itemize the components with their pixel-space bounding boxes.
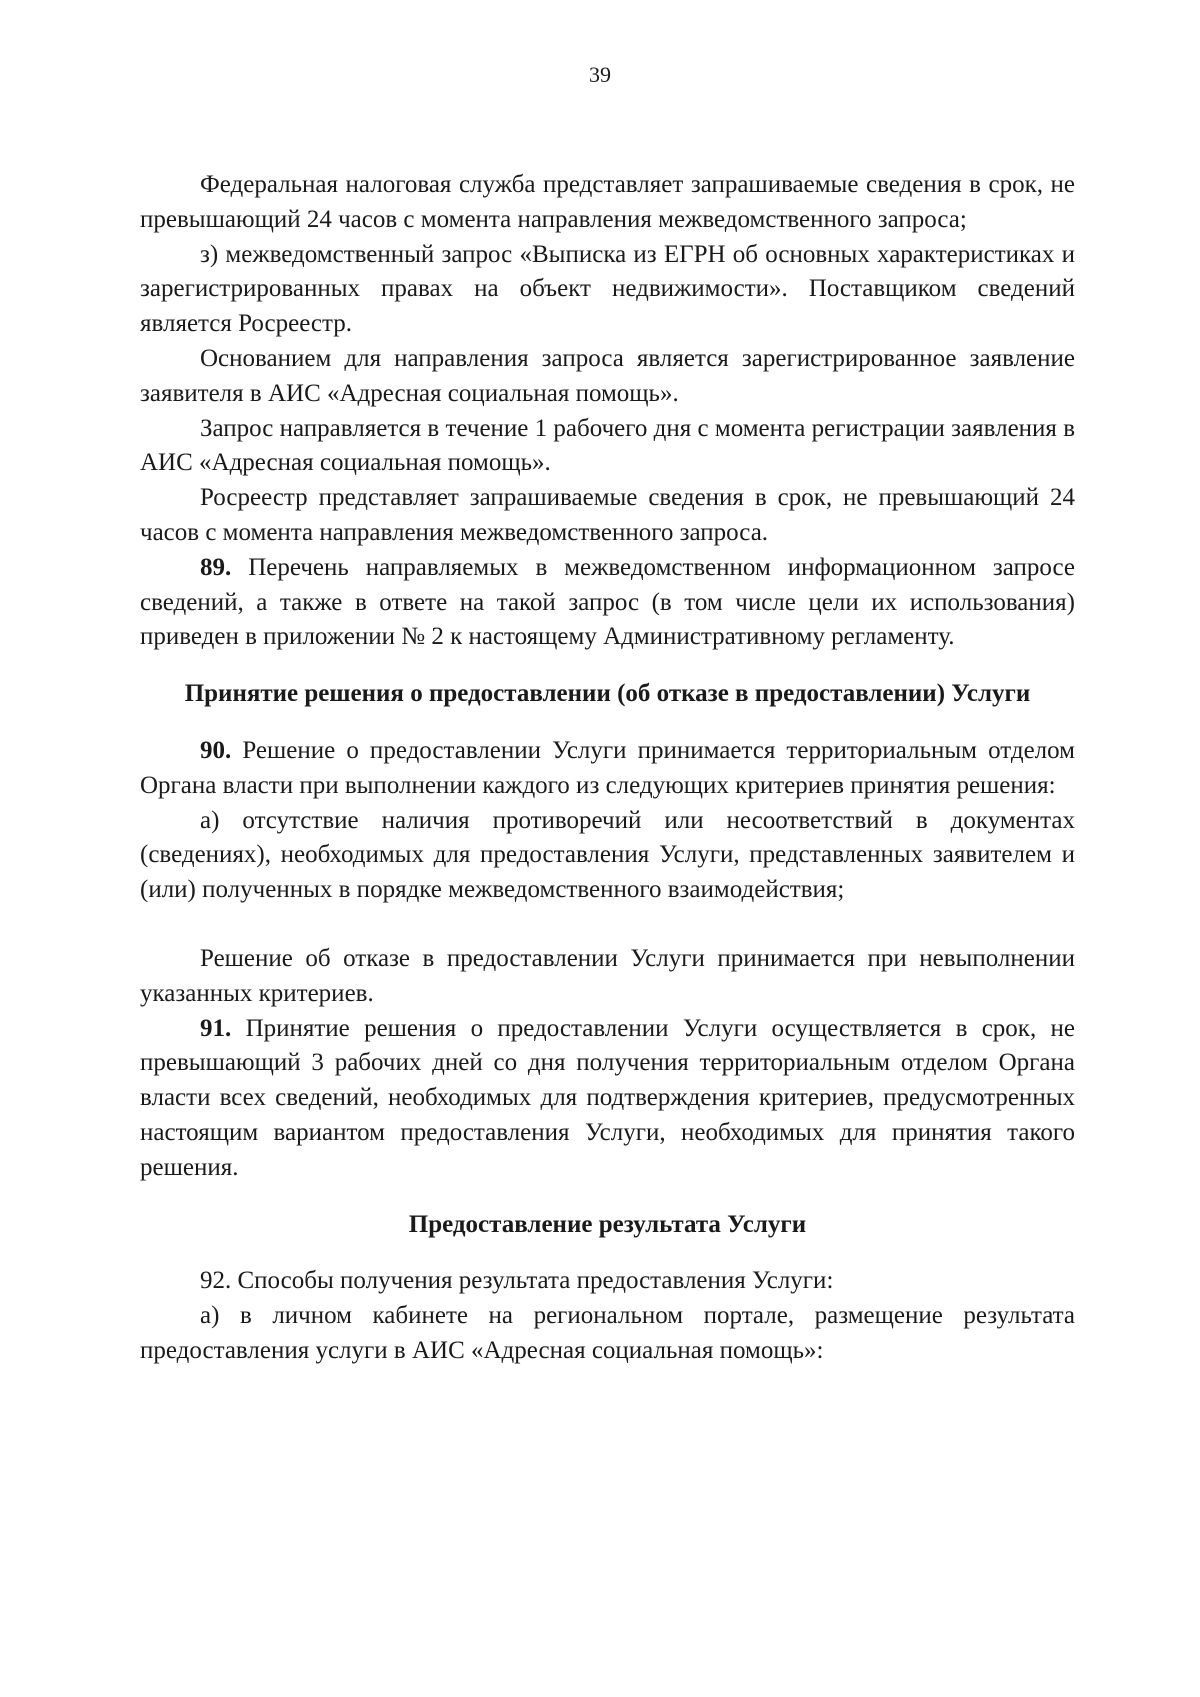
paragraph-request-basis: Основанием для направления запроса является зарегистрированное заявление заявителя в АИС «Адресная социальная помощь». <box>140 344 1075 407</box>
item-91 <box>140 1012 1075 1186</box>
item-90-text: Решение о предоставлении Услуги принимается территориальным отделом Органа власти при выполнении каждого из следующих критериев принятия решения: <box>140 736 1075 799</box>
paragraph-refusal: Решение об отказе в предоставлении Услуги принимается при невыполнении указанных критериев. <box>140 944 1075 1007</box>
item-92-number: 92. <box>200 1267 232 1295</box>
document-body <box>140 168 1075 1369</box>
item-92-a: а) в личном кабинете на региональном портале, размещение результата предоставления услуги в АИС «Адресная социальная помощь»: <box>140 1302 1075 1364</box>
paragraph-request-z: з) межведомственный запрос «Выписка из ЕГРН об основных характеристиках и зарегистрированных правах на объект недвижимости». Поставщиком сведений является Росреестр. <box>140 240 1075 338</box>
page-number: 39 <box>589 62 611 87</box>
item-89-text: Перечень направляемых в межведомственном информационном запросе сведений, а также в ответе на такой запрос (в том числе цели их использования) приведен в приложении № 2 к настоящему Административному регламенту. <box>140 553 1075 651</box>
item-90-a: а) отсутствие наличия противоречий или несоответствий в документах (сведениях), необходимых для предоставления Услуги, представленных заявителем и (или) полученных в порядке межведомственного взаимодействия; <box>140 806 1075 904</box>
item-91-number: 91. <box>200 1014 232 1042</box>
paragraph-request-timing: Запрос направляется в течение 1 рабочего дня с момента регистрации заявления в АИС «Адресная социальная помощь». <box>140 414 1075 477</box>
item-92-text: Способы получения результата предоставления Услуги: <box>231 1267 834 1295</box>
paragraph-rosreestr-deadline: Росреестр представляет запрашиваемые сведения в срок, не превышающий 24 часов с момента направления межведомственного запроса. <box>140 484 1075 546</box>
heading-result: Предоставление результата Услуги <box>408 1210 807 1238</box>
item-90 <box>140 734 1075 804</box>
item-92 <box>140 1264 1075 1299</box>
item-89 <box>140 551 1075 655</box>
heading-decision: Принятие решения о предоставлении (об отказе в предоставлении) Услуги <box>184 680 1031 708</box>
item-90-number: 90. <box>200 736 232 764</box>
paragraph-fns-deadline: Федеральная налоговая служба представляет запрашиваемые сведения в срок, не превышающий 24 часов с момента направления межведомственного запроса; <box>140 171 1075 233</box>
item-89-number: 89. <box>200 553 232 581</box>
item-91-text: Принятие решения о предоставлении Услуги осуществляется в срок, не превышающий 3 рабочих дней со дня получения территориальным отделом Органа власти всех сведений, необходимых для подтверждения критериев, предусмотренных настоящим вариантом предоставления Услуги, необходимых для принятия такого решения. <box>140 1014 1075 1181</box>
